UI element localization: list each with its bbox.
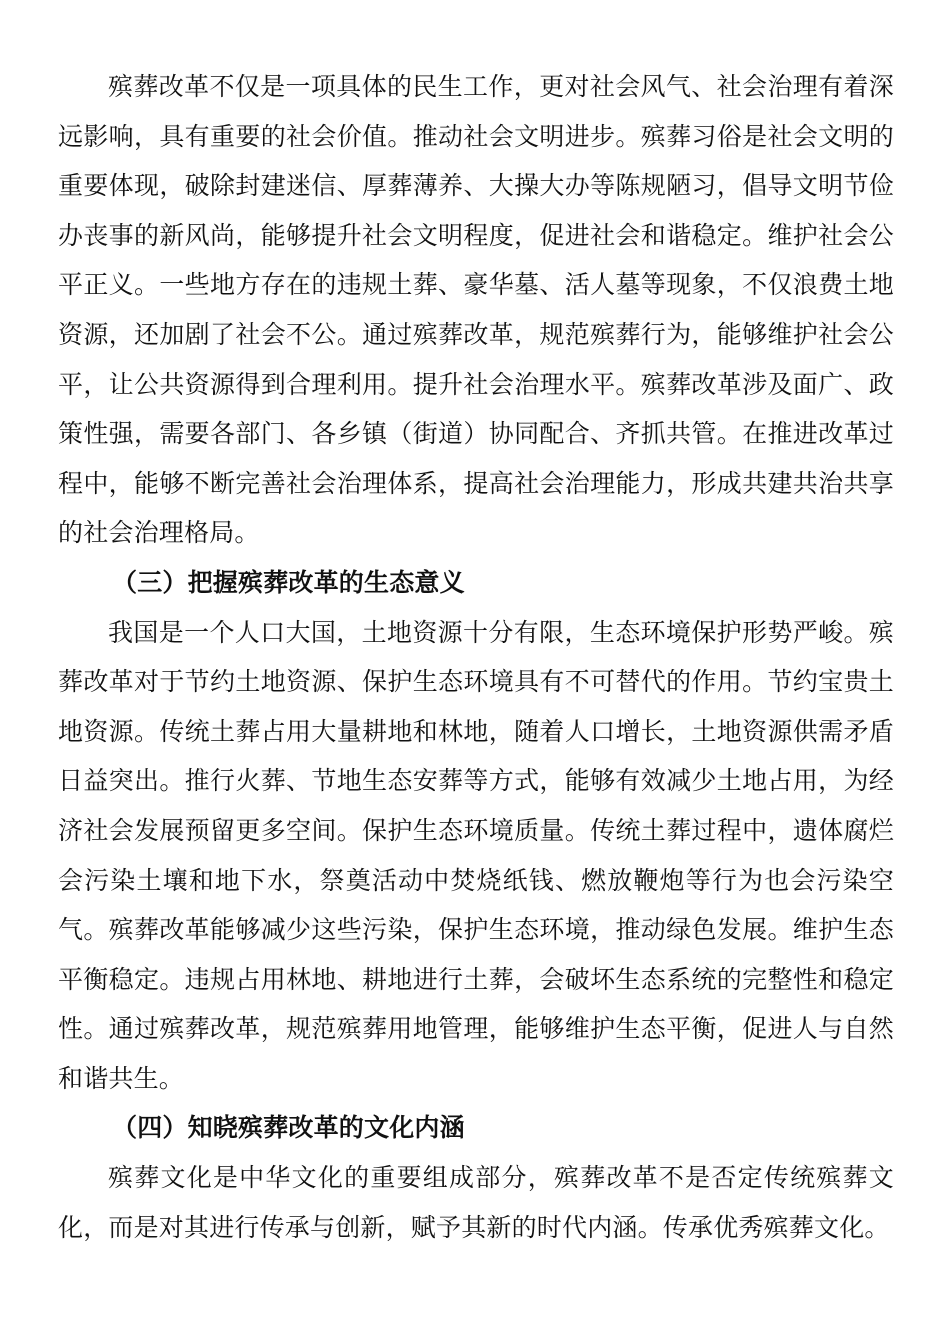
section-heading-cultural: （四）知晓殡葬改革的文化内涵 [112, 1113, 465, 1143]
section-heading-ecological: （三）把握殡葬改革的生态意义 [112, 567, 465, 597]
paragraph-cultural-connotation: 殡葬文化是中华文化的重要组成部分，殡葬改革不是否定传统殡葬文化，而是对其进行传承与创新，赋予其新的时代内涵。传承优秀殡葬文化。 [58, 1163, 894, 1242]
paragraph-ecological-significance: 我国是一个人口大国，土地资源十分有限，生态环境保护形势严峻。殡葬改革对于节约土地资源、保护生态环境具有不可替代的作用。节约宝贵土地资源。传统土葬占用大量耕地和林地，随着人口增长，土地资源供需矛盾日益突出。推行火葬、节地生态安葬等方式，能够有效减少土地占用，为经济社会发展预留更多空间。保护生态环境质量。传统土葬过程中，遗体腐烂会污染土壤和地下水，祭奠活动中焚烧纸钱、燃放鞭炮等行为也会污染空气。殡葬改革能够减少这些污染，保护生态环境，推动绿色发展。维护生态平衡稳定。违规占用林地、耕地进行土葬，会破坏生态系统的完整性和稳定性。通过殡葬改革，规范殡葬用地管理，能够维护生态平衡，促进人与自然和谐共生。 [58, 617, 894, 1093]
document-page [58, 62, 894, 1252]
paragraph-social-value: 殡葬改革不仅是一项具体的民生工作，更对社会风气、社会治理有着深远影响，具有重要的社会价值。推动社会文明进步。殡葬习俗是社会文明的重要体现，破除封建迷信、厚葬薄养、大操大办等陈规陋习，倡导文明节俭办丧事的新风尚，能够提升社会文明程度，促进社会和谐稳定。维护社会公平正义。一些地方存在的违规土葬、豪华墓、活人墓等现象，不仅浪费土地资源，还加剧了社会不公。通过殡葬改革，规范殡葬行为，能够维护社会公平，让公共资源得到合理利用。提升社会治理水平。殡葬改革涉及面广、政策性强，需要各部门、各乡镇（街道）协同配合、齐抓共管。在推进改革过程中，能够不断完善社会治理体系，提高社会治理能力，形成共建共治共享的社会治理格局。 [58, 72, 894, 548]
